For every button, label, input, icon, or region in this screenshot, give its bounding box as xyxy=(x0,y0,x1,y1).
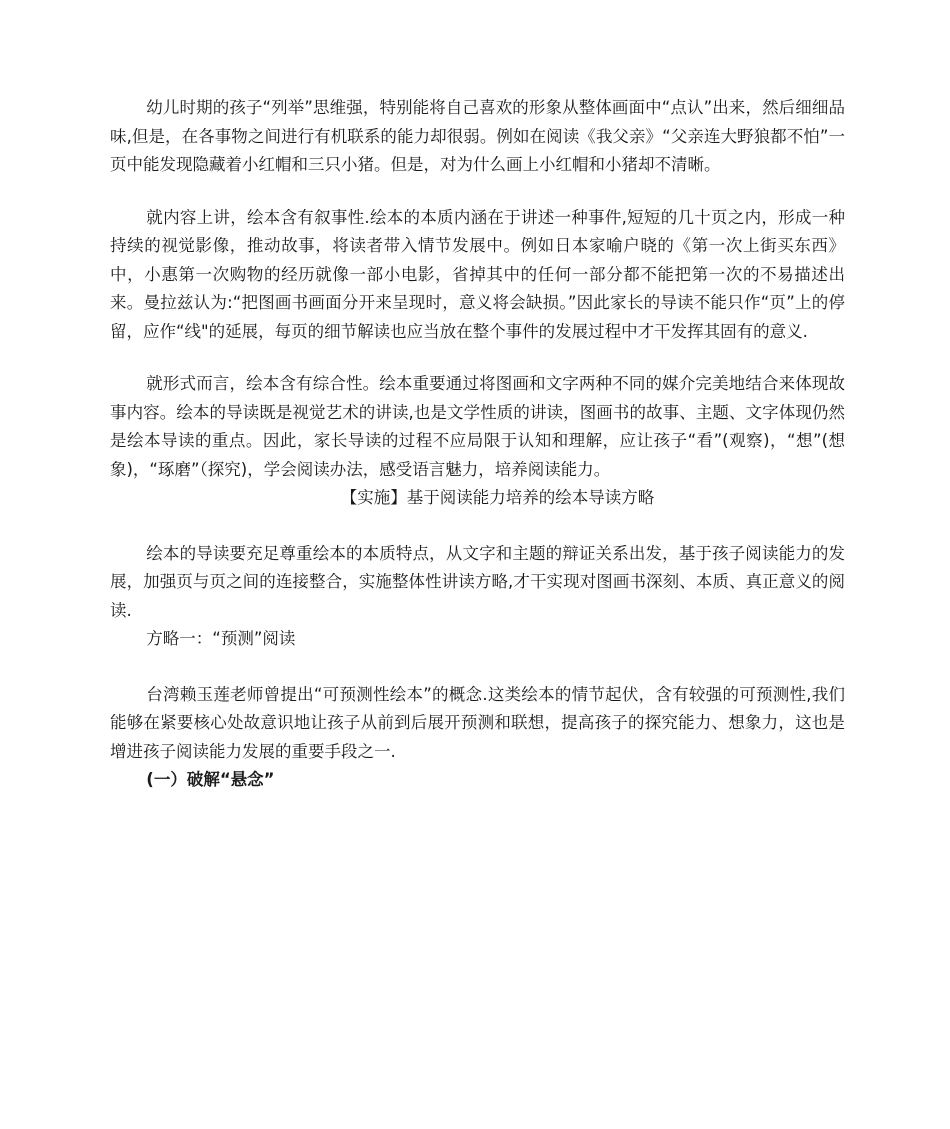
document-page xyxy=(110,94,845,795)
section-intro-paragraph: 绘本的导读要充足尊重绘本的本质特点，从文字和主题的辩证关系出发，基于孩子阅读能力的发展，加强页与页之间的连接整合，实施整体性讲读方略,才干实现对图画书深刻、本质、真正意义的阅读. xyxy=(110,543,845,620)
strategy-paragraph: 台湾赖玉莲老师曾提出“可预测性绘本”的概念.这类绘本的情节起伏，含有较强的可预测性,我们能够在紧要核心处故意识地让孩子从前到后展开预测和联想，提高孩子的探究能力、想象力，这也是增进孩子阅读能力发展的重要手段之一. xyxy=(110,684,845,761)
strategy-title: 方略一：“预测”阅读 xyxy=(146,629,296,648)
sub-heading-suspense: (一）破解“悬念” xyxy=(146,770,275,789)
paragraph-children-thinking: 幼儿时期的孩子“列举”思维强，特别能将自己喜欢的形象从整体画面中“点认”出来，然后细细品味,但是，在各事物之间进行有机联系的能力却很弱。例如在阅读《我父亲》“父亲连大野狼都不怕”一页中能发现隐藏着小红帽和三只小猪。但是，对为什么画上小红帽和小猪却不清晰。 xyxy=(110,98,845,174)
paragraph-form: 就形式而言，绘本含有综合性。绘本重要通过将图画和文字两种不同的媒介完美地结合来体现故事内容。绘本的导读既是视觉艺术的讲读,也是文学性质的讲读，图画书的故事、主题、文字体现仍然是绘本导读的重点。因此，家长导读的过程不应局限于认知和理解，应让孩子“看”(观察)，“想”(想象)，“琢磨”（探究)，学会阅读办法，感受语言魅力，培养阅读能力。 xyxy=(110,374,845,479)
paragraph-narrative: 就内容上讲，绘本含有叙事性.绘本的本质内涵在于讲述一种事件,短短的几十页之内，形成一种持续的视觉影像，推动故事，将读者带入情节发展中。例如日本家喻户晓的《第一次上街买东西》中，小惠第一次购物的经历就像一部小电影，省掉其中的任何一部分都不能把第一次的不易描述出来。曼拉兹认为:“把图画书画面分开来呈现时，意义将会缺损。”因此家长的导读不能只作“页”上的停留，应作“线"的延展，每页的细节解读也应当放在整个事件的发展过程中才干发挥其固有的意义. xyxy=(110,207,845,341)
section-heading: 【实施】基于阅读能力培养的绘本导读方略 xyxy=(340,488,655,507)
